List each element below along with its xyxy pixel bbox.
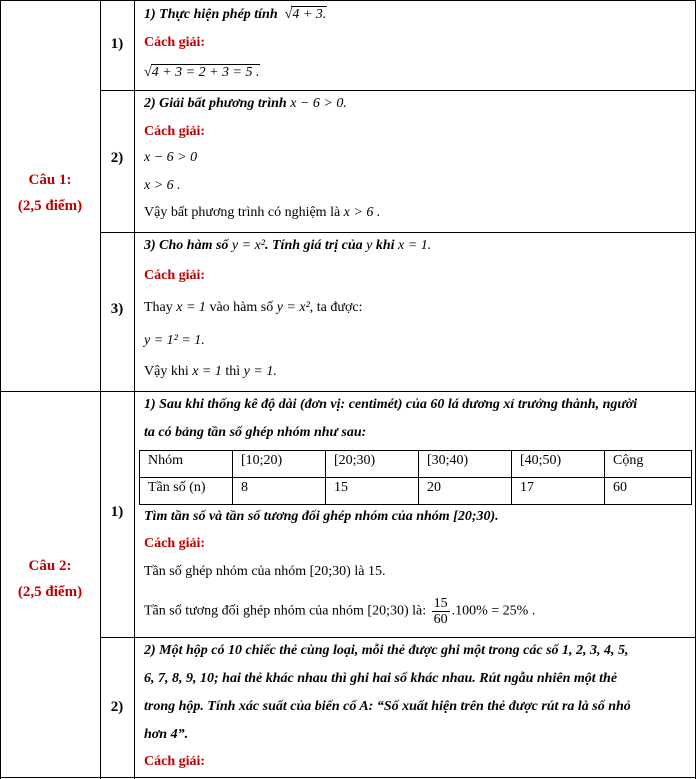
question-text: 2) Giải bất phương trình x − 6 > 0. [144, 96, 347, 111]
fraction: $\frac{15}{60}$ [433, 596, 448, 627]
question-1-label: Câu 1: (2,5 điểm) [17, 172, 83, 214]
method-label: Cách giải: [144, 35, 206, 50]
table-cell: 8 [233, 478, 326, 505]
table-header-cell: Cộng [605, 451, 692, 478]
table-cell: 15 [326, 478, 419, 505]
method-label: Cách giải: [144, 268, 206, 283]
question-text: 3) Cho hàm số y = x². Tính giá trị của y khi x = 1. [144, 238, 432, 253]
conclusion-line: Vậy khi x = 1 thì y = 1. [144, 364, 277, 379]
table-cell: 60 [605, 478, 692, 505]
table-row [140, 478, 692, 505]
solution-line: Thay x = 1 vào hàm số y = x², ta được: [144, 300, 363, 315]
question-text: Tìm tần số và tần số tương đối ghép nhóm của nhóm [20;30). [144, 509, 499, 524]
question-2-label: Câu 2: (2,5 điểm) [17, 558, 83, 600]
table-cell: Tần số (n) [140, 478, 233, 505]
method-label: Cách giải: [144, 536, 206, 551]
part-number: 2) [110, 150, 124, 166]
question-text: ta có bảng tần số ghép nhóm như sau: [144, 425, 367, 440]
solution-line: y = 1² = 1. [144, 333, 205, 348]
part-number: 3) [110, 301, 124, 317]
method-label: Cách giải: [144, 754, 206, 769]
table-row [140, 451, 692, 478]
frequency-table [139, 450, 692, 505]
method-label: Cách giải: [144, 124, 206, 139]
table-header-cell: Nhóm [140, 451, 233, 478]
row-divider [100, 232, 696, 233]
table-header-cell: [10;20) [233, 451, 326, 478]
row-divider [100, 637, 696, 638]
part-number: 2) [110, 699, 124, 715]
border-left [0, 0, 1, 779]
answer-line: Tần số tương đối ghép nhóm của nhóm [20;30) là: $\frac{15}{60}$ .100% = 25% . [144, 596, 536, 627]
table-header-cell: [40;50) [512, 451, 605, 478]
solution-line: √4 + 3 = 2 + 3 = 5 . [144, 65, 260, 80]
border-top [0, 0, 696, 1]
solution-line: x − 6 > 0 [144, 150, 198, 165]
question-text: 2) Một hộp có 10 chiếc thẻ cùng loại, mỗi thẻ được ghi một trong các số 1, 2, 3, 4, 5, [144, 643, 629, 658]
table-cell: 20 [419, 478, 512, 505]
question-text: 6, 7, 8, 9, 10; hai thẻ khác nhau thì ghi hai số khác nhau. Rút ngẫu nhiên một thẻ [144, 671, 618, 686]
divider-col2 [134, 0, 135, 779]
table-header-cell: [30;40) [419, 451, 512, 478]
part-number: 1) [110, 504, 124, 520]
divider-col1 [100, 0, 101, 779]
part-number: 1) [110, 36, 124, 52]
answer-line: Tần số ghép nhóm của nhóm [20;30) là 15. [144, 564, 386, 579]
question-text: trong hộp. Tính xác suất của biến cố A: “Số xuất hiện trên thẻ được rút ra là số nhỏ [144, 699, 631, 714]
table-cell: 17 [512, 478, 605, 505]
question-text: 1) Sau khi thống kê độ dài (đơn vị: centimét) của 60 lá dương xỉ trưởng thành, người [144, 397, 638, 412]
border-bottom [0, 777, 696, 778]
row-divider [100, 90, 696, 91]
conclusion-line: Vậy bất phương trình có nghiệm là x > 6 . [144, 205, 381, 220]
question-text: 1) Thực hiện phép tính √4 + 3. [144, 7, 327, 22]
row-divider [0, 391, 696, 392]
question-text: hơn 4”. [144, 727, 189, 742]
solution-line: x > 6 . [144, 178, 181, 193]
table-header-cell: [20;30) [326, 451, 419, 478]
